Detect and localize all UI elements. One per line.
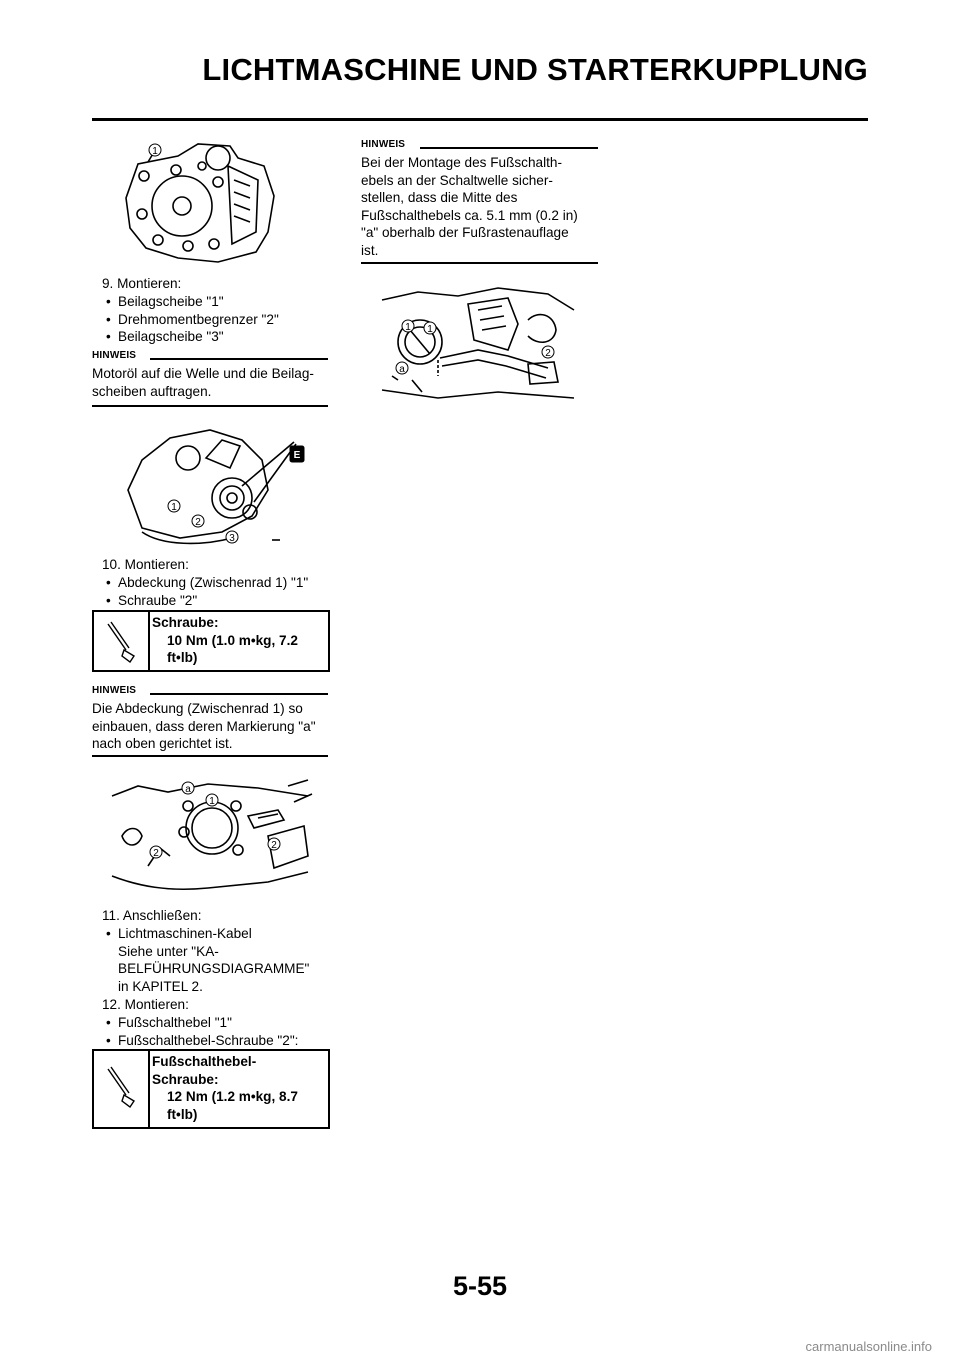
step-11-item-1: • Lichtmaschinen-Kabel [108, 925, 338, 943]
note-1-text [92, 365, 332, 400]
step-11-list [108, 925, 338, 995]
note-1-bottom-rule [92, 405, 328, 407]
note-3-head: HINWEIS [361, 139, 406, 150]
step-9-title: 9. Montieren: [102, 276, 182, 291]
note-1-head: HINWEIS [92, 350, 137, 361]
fig4-label-a: a [399, 364, 405, 375]
note-3-bottom-rule [361, 262, 598, 264]
fig1-label-1: 1 [152, 146, 158, 157]
fig4-label-1b: 1 [427, 324, 433, 335]
fig4-label-2: 2 [545, 348, 551, 359]
step-9-item-1: • Beilagscheibe "1" [108, 293, 338, 311]
torque-1-line-2: 10 Nm (1.0 m•kg, 7.2 [167, 632, 298, 648]
step-10-item-2: • Schraube "2" [108, 592, 338, 610]
step-9-list [108, 293, 338, 346]
torque-1-text [152, 614, 298, 667]
note-2-top-rule [150, 693, 328, 695]
step-12-item-1: • Fußschalthebel "1" [108, 1014, 338, 1032]
note-2-head: HINWEIS [92, 685, 137, 696]
note-3-line-6: ist. [361, 242, 379, 258]
torque-box-2 [92, 1049, 330, 1129]
torque-2-line-1: Fußschalthebel- [152, 1054, 257, 1069]
note-2-bottom-rule [92, 755, 328, 757]
note-3-line-2: ebels an der Schaltwelle sicher- [361, 172, 553, 188]
fig3-label-2a: 2 [153, 848, 159, 859]
note-1-line-1: Motoröl auf die Welle und die Beilag- [92, 366, 314, 381]
figure-3-idler-cover [108, 776, 320, 896]
torque-1-line-1: Schraube: [152, 615, 219, 630]
note-2-line-2: einbauen, dass deren Markierung "a" [92, 718, 316, 734]
note-2-text [92, 700, 332, 753]
note-3-line-5: "a" oberhalb der Fußrastenauflage [361, 225, 569, 241]
step-11-title: 11. Anschließen: [102, 908, 202, 923]
note-3-line-3: stellen, dass die Mitte des [361, 190, 518, 206]
fig2-label-1: 1 [171, 502, 177, 513]
step-10-item-1: • Abdeckung (Zwischenrad 1) "1" [108, 574, 338, 592]
note-3-line-1: Bei der Montage des Fußschalth- [361, 155, 562, 170]
step-11-ref-1: Siehe unter "KA- [118, 943, 219, 959]
step-11-ref-2: BELFÜHRUNGSDIAGRAMME" [118, 961, 310, 977]
fig3-label-1: 1 [209, 796, 215, 807]
step-9-item-3: • Beilagscheibe "3" [108, 328, 338, 346]
step-10-title: 10. Montieren: [102, 557, 189, 572]
note-2-line-3: nach oben gerichtet ist. [92, 736, 233, 752]
fig2-label-2: 2 [195, 517, 201, 528]
torque-wrench-icon [94, 612, 150, 670]
torque-2-line-4: ft•lb) [167, 1106, 198, 1122]
step-11-ref-3: in KAPITEL 2. [118, 978, 203, 994]
torque-2-line-3: 12 Nm (1.2 m•kg, 8.7 [167, 1089, 298, 1105]
torque-box-1 [92, 610, 330, 672]
note-3-line-4: Fußschalthebels ca. 5.1 mm (0.2 in) [361, 207, 578, 223]
step-12-item-2: • Fußschalthebel-Schraube "2": [108, 1032, 338, 1050]
figure-4-shift-pedal [378, 280, 578, 410]
fig2-label-e: E [293, 450, 301, 461]
note-3-text [361, 154, 601, 260]
step-9-item-2: • Drehmomentbegrenzer "2" [108, 311, 338, 329]
note-1-top-rule [150, 358, 328, 360]
torque-wrench-icon [94, 1051, 150, 1127]
torque-2-line-2: Schraube: [152, 1071, 219, 1087]
note-1-line-2: scheiben auftragen. [92, 383, 212, 399]
torque-2-text [152, 1053, 298, 1123]
step-12-title: 12. Montieren: [102, 997, 189, 1012]
figure-2-torque-limiter [122, 420, 312, 550]
watermark[interactable]: carmanualsonline.info [805, 1339, 932, 1354]
note-3-top-rule [420, 147, 598, 149]
page-title: LICHTMASCHINE UND STARTERKUPPLUNG [202, 52, 868, 87]
fig4-label-1a: 1 [405, 322, 411, 333]
torque-1-line-3: ft•lb) [167, 650, 198, 666]
page-number: 5-55 [452, 1271, 508, 1301]
fig3-label-a: a [185, 784, 191, 795]
step-12-list [108, 1014, 338, 1049]
header-rule [92, 118, 868, 121]
note-2-line-1: Die Abdeckung (Zwischenrad 1) so [92, 701, 303, 716]
figure-1-engine-cover [118, 136, 278, 266]
fig3-label-2b: 2 [271, 840, 277, 851]
fig2-label-3: 3 [229, 533, 235, 544]
step-10-list [108, 574, 338, 609]
